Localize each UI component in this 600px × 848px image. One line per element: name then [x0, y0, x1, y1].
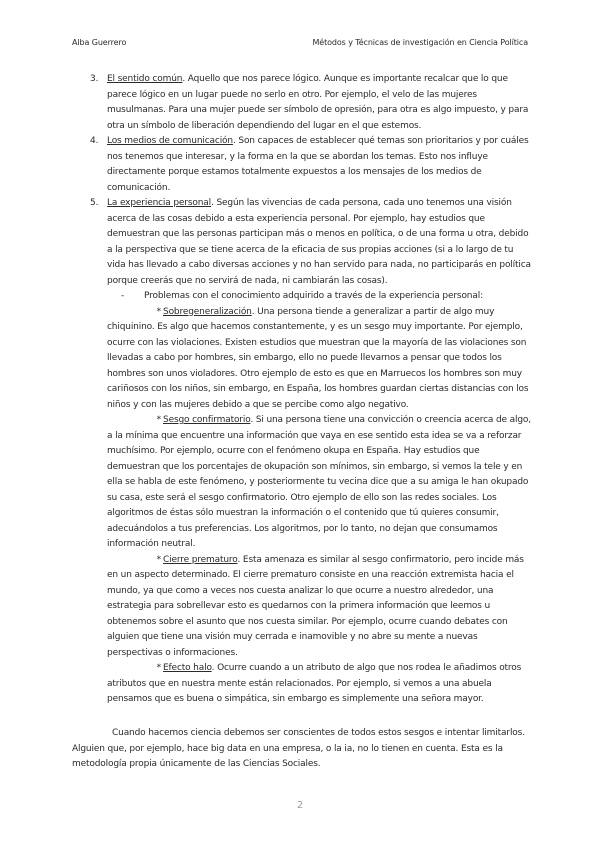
asterisk-marker: * — [156, 415, 161, 425]
closing-text: Cuando hacemos ciencia debemos ser conscientes de todos estos sesgos e intentar limitarlos. Alguien que, por ejemplo, hace big data en una empresa, o la ia, no lo tienen en cuenta. Esta es la metodología propia únicamente de las Ciencias Sociales. — [72, 728, 525, 769]
list-item — [92, 72, 532, 134]
list-item — [92, 134, 532, 196]
sublist-label: Problemas con el conocimiento adquirido a través de la experiencia personal: — [144, 291, 483, 301]
dash-bullet: - — [121, 291, 125, 301]
bias-text: . Esta amenaza es similar al sesgo confirmatorio, pero incide más en un aspecto determinado. El cierre prematuro consiste en una reacción extremista hacia el mundo, ya que como a veces nos cuesta analizar lo que ocurre a nuestro alrededor, una estrategia para sobrellevar esto es quedarnos con la primera información que leemos u obtenemos sobre el asunto que nos cuesta similar. Por ejemplo, ocurre cuando debates con alguien que tiene una visión muy cerrada e inamovible y no abre su mente a nuevas perspectivas o informaciones. — [107, 554, 524, 658]
list-text: . Aquello que nos parece lógico. Aunque es importante recalcar que lo que parece lógico en un lugar puede no serlo en otro. Por ejemplo, el velo de las mujeres musulmanas. Para una mujer puede ser símbolo de opresión, para otra es algo impuesto, y para otra un símbolo de liberación dependiendo del lugar en el que estemos. — [107, 74, 529, 131]
asterisk-marker: * — [156, 663, 161, 673]
list-text: . Según las vivencias de cada persona, cada uno tenemos una visión acerca de las cosas debido a esta experiencia personal. Por ejemplo, hay estudios que demuestran que las personas participan más o menos en política, o de una forma u otra, debido a la perspectiva que se tiene acerca de la eficacia de sus propias acciones (si a lo largo de tu vida has llevado a cabo diversas acciones y no han servido para nada, no participarás en política porque creerás que no servirá de nada, ni cambiarán las cosas). — [107, 198, 531, 286]
bias-term: Sesgo confirmatorio — [163, 415, 251, 425]
bias-paragraph — [107, 305, 532, 414]
list-number: 4. — [90, 136, 99, 146]
bias-paragraph — [107, 661, 532, 708]
list-number: 5. — [90, 198, 99, 208]
sublist-heading — [92, 289, 532, 305]
closing-paragraph — [72, 726, 532, 773]
list-term: El sentido común — [107, 74, 183, 84]
bias-term: Cierre prematuro — [163, 554, 238, 565]
bias-paragraph — [107, 413, 532, 553]
bias-term: Efecto halo — [163, 663, 212, 673]
header-author: Alba Guerrero — [72, 38, 127, 47]
asterisk-marker: * — [156, 306, 161, 317]
bias-text: . Ocurre cuando a un atributo de algo que nos rodea le añadimos otros atributos que en nuestra mente están relacionados. Por ejemplo, si vemos a una abuela pensamos que es buena o simpática, sin embargo es simplemente una señora mayor. — [107, 663, 522, 704]
list-term: La experiencia personal — [107, 198, 212, 208]
page-number: 2 — [296, 800, 304, 811]
bias-term: Sobregeneralización — [163, 306, 252, 317]
list-number: 3. — [90, 74, 99, 84]
header-course-title: Métodos y Técnicas de investigación en Ciencia Política — [312, 38, 528, 47]
list-item — [92, 196, 532, 289]
list-text: . Son capaces de establecer qué temas son prioritarios y por cuáles nos tenemos que interesar, y la forma en la que se abordan los temas. Esto nos influye directamente porque estamos totalmente expuestos a los mensajes de los medios de comunicación. — [107, 136, 529, 193]
list-term: Los medios de comunicación — [107, 136, 233, 146]
bias-text: . Si una persona tiene una convicción o creencia acerca de algo, a la mínima que encuentre una información que vaya en ese sentido esta idea se va a reforzar muchísimo. Por ejemplo, ocurre con el fenómeno okupa en España. Hay estudios que demuestran que los porcentajes de okupación son mínimos, sin embargo, si vemos la tele y en ella se habla de este fenómeno, y posteriormente tu vecina dice que a su amiga le han okupado su casa, este será el sesgo confirmatorio. Otro ejemplo de ello son las redes sociales. Los algoritmos de éstas sólo muestran la información o el contenido que tú quieres consumir, adecuándolos a tus preferencias. Los algoritmos, por lo tanto, no dejan que consumamos información neutral. — [107, 415, 531, 549]
bias-text: . Una persona tiende a generalizar a partir de algo muy chiquinino. Es algo que hacemos constantemente, y es un sesgo muy importante. Por ejemplo, ocurre con las violaciones. Existen estudios que muestran que la mayoría de las violaciones son llevadas a cabo por hombres, sin embargo, ello no puede llevarnos a pensar que todos los hombres son unos violadores. Otro ejemplo de esto es que en Marruecos los hombres son muy cariñosos con los niños, sin embargo, en España, los hombres guardan ciertas distancias con los niños y con las mujeres debido a que se percibe como algo negativo. — [107, 306, 529, 410]
bias-paragraph — [107, 553, 532, 662]
asterisk-marker: * — [156, 554, 161, 565]
document-body — [92, 72, 532, 708]
